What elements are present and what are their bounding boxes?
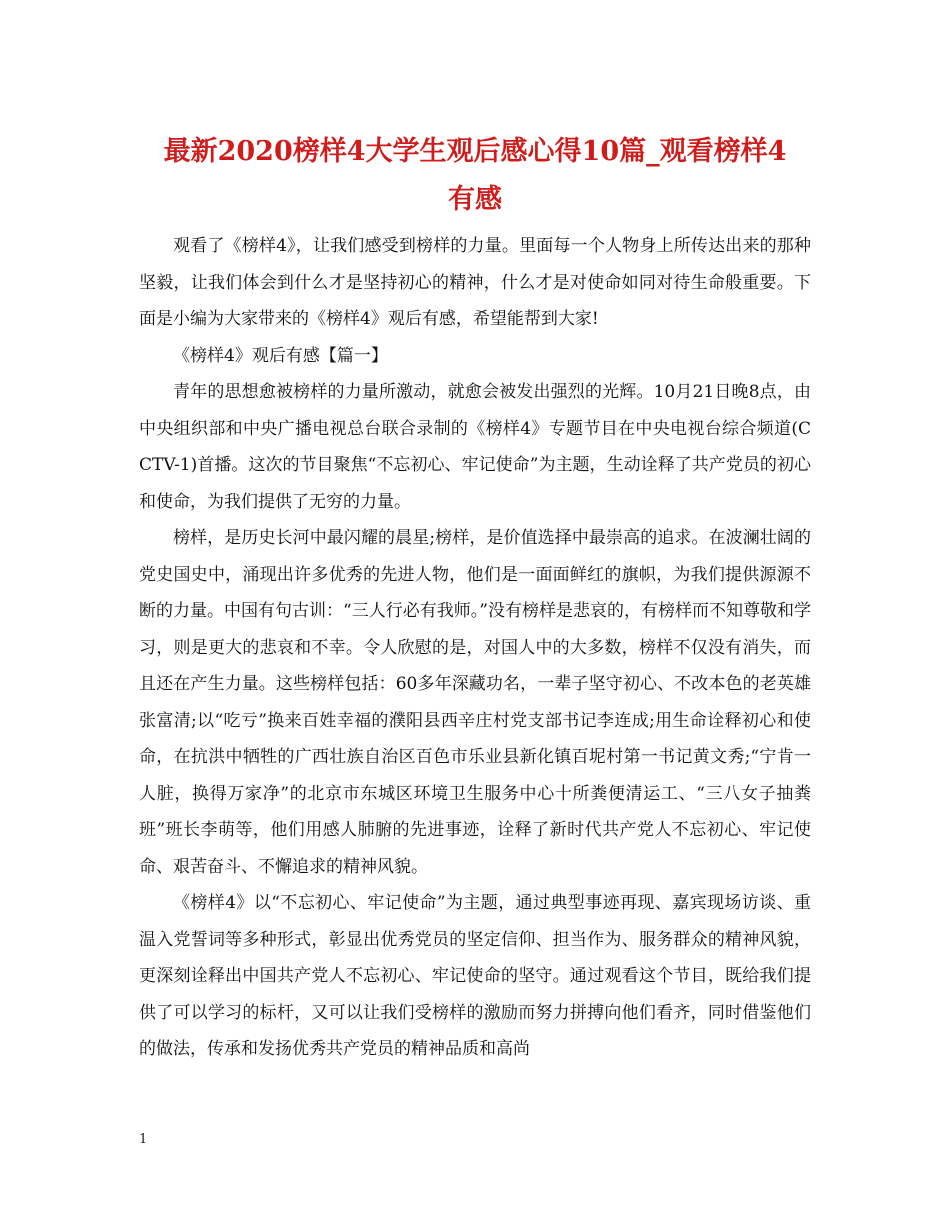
section-heading: 《榜样4》观后有感【篇一】: [173, 345, 388, 366]
page-number: 1: [139, 1132, 148, 1147]
title-line-1: 最新2020榜样4大学生观后感心得10篇_观看榜样4: [163, 136, 787, 167]
paragraph-4: 《榜样4》以“不忘初心、牢记使命”为主题，通过典型事迹再现、嘉宾现场访谈、重温入党誓词等多种形式，彰显出优秀党员的坚定信仰、担当作为、服务群众的精神风貌，更深刻诠释出中国共产党人不忘初心、牢记使命的坚守。通过观看这个节目，既给我们提供了可以学习的标杆，又可以让我们受榜样的激励而努力拼搏向他们看齐，同时借鉴他们的做法，传承和发扬优秀共产党员的精神品质和高尚: [139, 893, 811, 1059]
document-body: [139, 228, 811, 1068]
document-title: [120, 128, 830, 224]
title-line-2: 有感: [448, 184, 502, 215]
paragraph-intro: 观看了《榜样4》，让我们感受到榜样的力量。里面每一个人物身上所传达出来的那种坚毅，让我们体会到什么才是坚持初心的精神，什么才是对使命如同对待生命般重要。下面是小编为大家带来的《榜样4》观后有感，希望能帮到大家!: [139, 236, 811, 329]
paragraph-3: 榜样，是历史长河中最闪耀的晨星;榜样，是价值选择中最崇高的追求。在波澜壮阔的党史国史中，涌现出许多优秀的先进人物，他们是一面面鲜红的旗帜，为我们提供源源不断的力量。中国有句古训：“三人行必有我师。”没有榜样是悲哀的，有榜样而不知尊敬和学习，则是更大的悲哀和不幸。令人欣慰的是，对国人中的大多数，榜样不仅没有消失，而且还在产生力量。这些榜样包括：60多年深藏功名，一辈子坚守初心、不改本色的老英雄张富清;以“吃亏”换来百姓幸福的濮阳县西辛庄村党支部书记李连成;用生命诠释初心和使命，在抗洪中牺牲的广西壮族自治区百色市乐业县新化镇百坭村第一书记黄文秀;“宁肯一人脏，换得万家净”的北京市东城区环境卫生服务中心十所粪便清运工、“三八女子抽粪班”班长李萌等，他们用感人肺腑的先进事迹，诠释了新时代共产党人不忘初心、牢记使命、艰苦奋斗、不懈追求的精神风貌。: [139, 528, 811, 877]
paragraph-2: 青年的思想愈被榜样的力量所激动，就愈会被发出强烈的光辉。10月21日晚8点，由中央组织部和中央广播电视总台联合录制的《榜样4》专题节目在中央电视台综合频道(CCTV-1)首播。这次的节目聚焦“不忘初心、牢记使命”为主题，生动诠释了共产党员的初心和使命，为我们提供了无穷的力量。: [139, 382, 811, 512]
